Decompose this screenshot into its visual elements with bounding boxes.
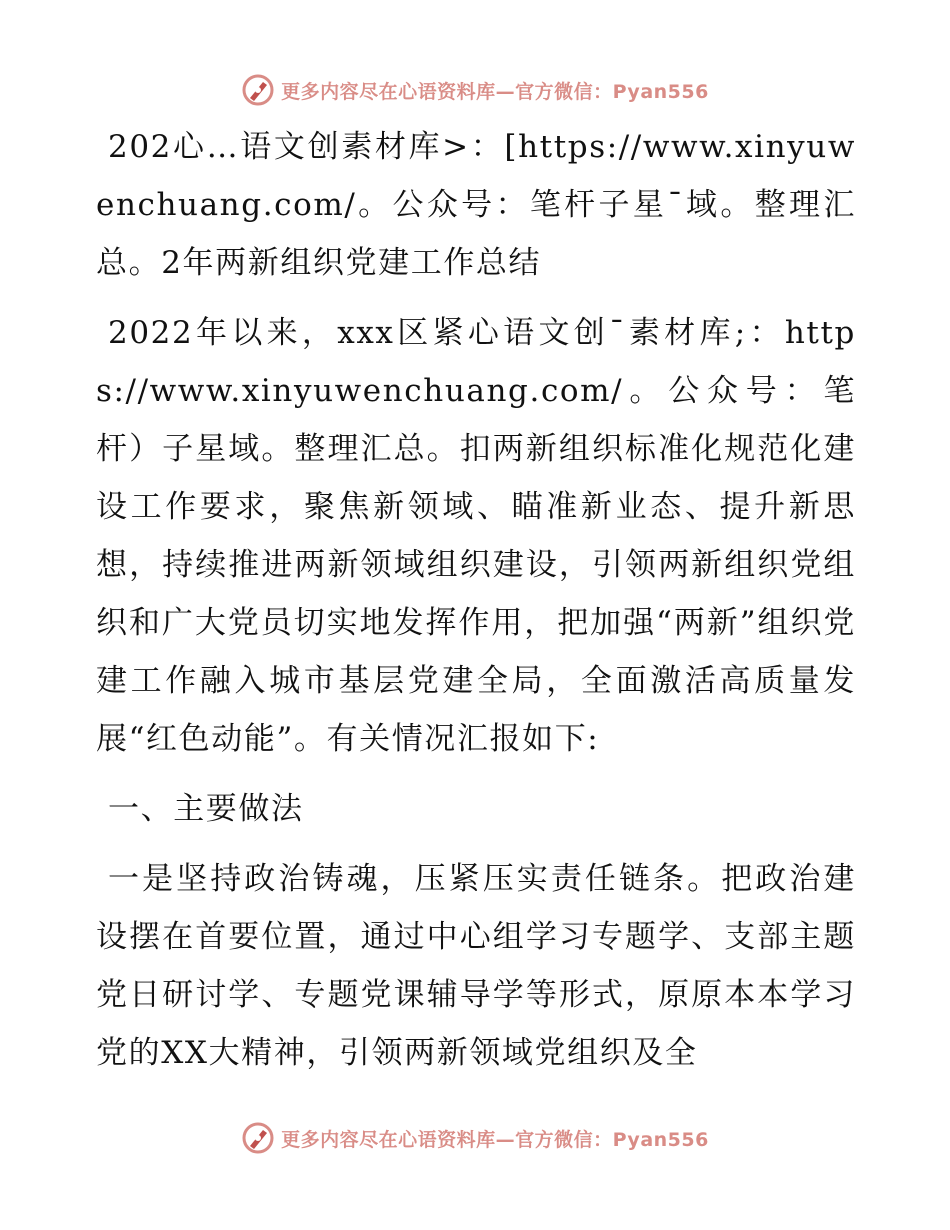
pen-logo-icon (241, 73, 275, 107)
document-body (96, 118, 856, 1094)
footer-watermark (0, 1118, 950, 1158)
pen-logo-icon (241, 1121, 275, 1155)
paragraph-section-one: 一是坚持政治铸魂，压紧压实责任链条。把政治建设摆在首要位置，通过中心组学习专题学、支部主题党日研讨学、专题党课辅导学等形式，原原本本学习党的XX大精神，引领两新领域党组织及全 (96, 861, 856, 1071)
watermark-text: 更多内容尽在心语资料库—官方微信：Pyan556 (281, 1128, 709, 1151)
watermark-text: 更多内容尽在心语资料库—官方微信：Pyan556 (281, 80, 709, 103)
section-heading: 一、主要做法 (108, 791, 304, 827)
header-watermark (0, 70, 950, 110)
paragraph-intro: 202心…语文创素材库>：[https://www.xinyuwenchuang.com/。公众号：笔杆子星¯域。整理汇总。2年两新组织党建工作总结 (96, 129, 856, 281)
paragraph-summary: 2022年以来，xxx区紧心语文创¯素材库;：https://www.xinyuwenchuang.com/。公众号：笔杆）子星域。整理汇总。扣两新组织标准化规范化建设工作要求，聚焦新领域、瞄准新业态、提升新思想，持续推进两新领域组织建设，引领两新组织党组织和广大党员切实地发挥作用，把加强“两新”组织党建工作融入城市基层党建全局，全面激活高质量发展“红色动能”。有关情况汇报如下: (96, 315, 856, 757)
